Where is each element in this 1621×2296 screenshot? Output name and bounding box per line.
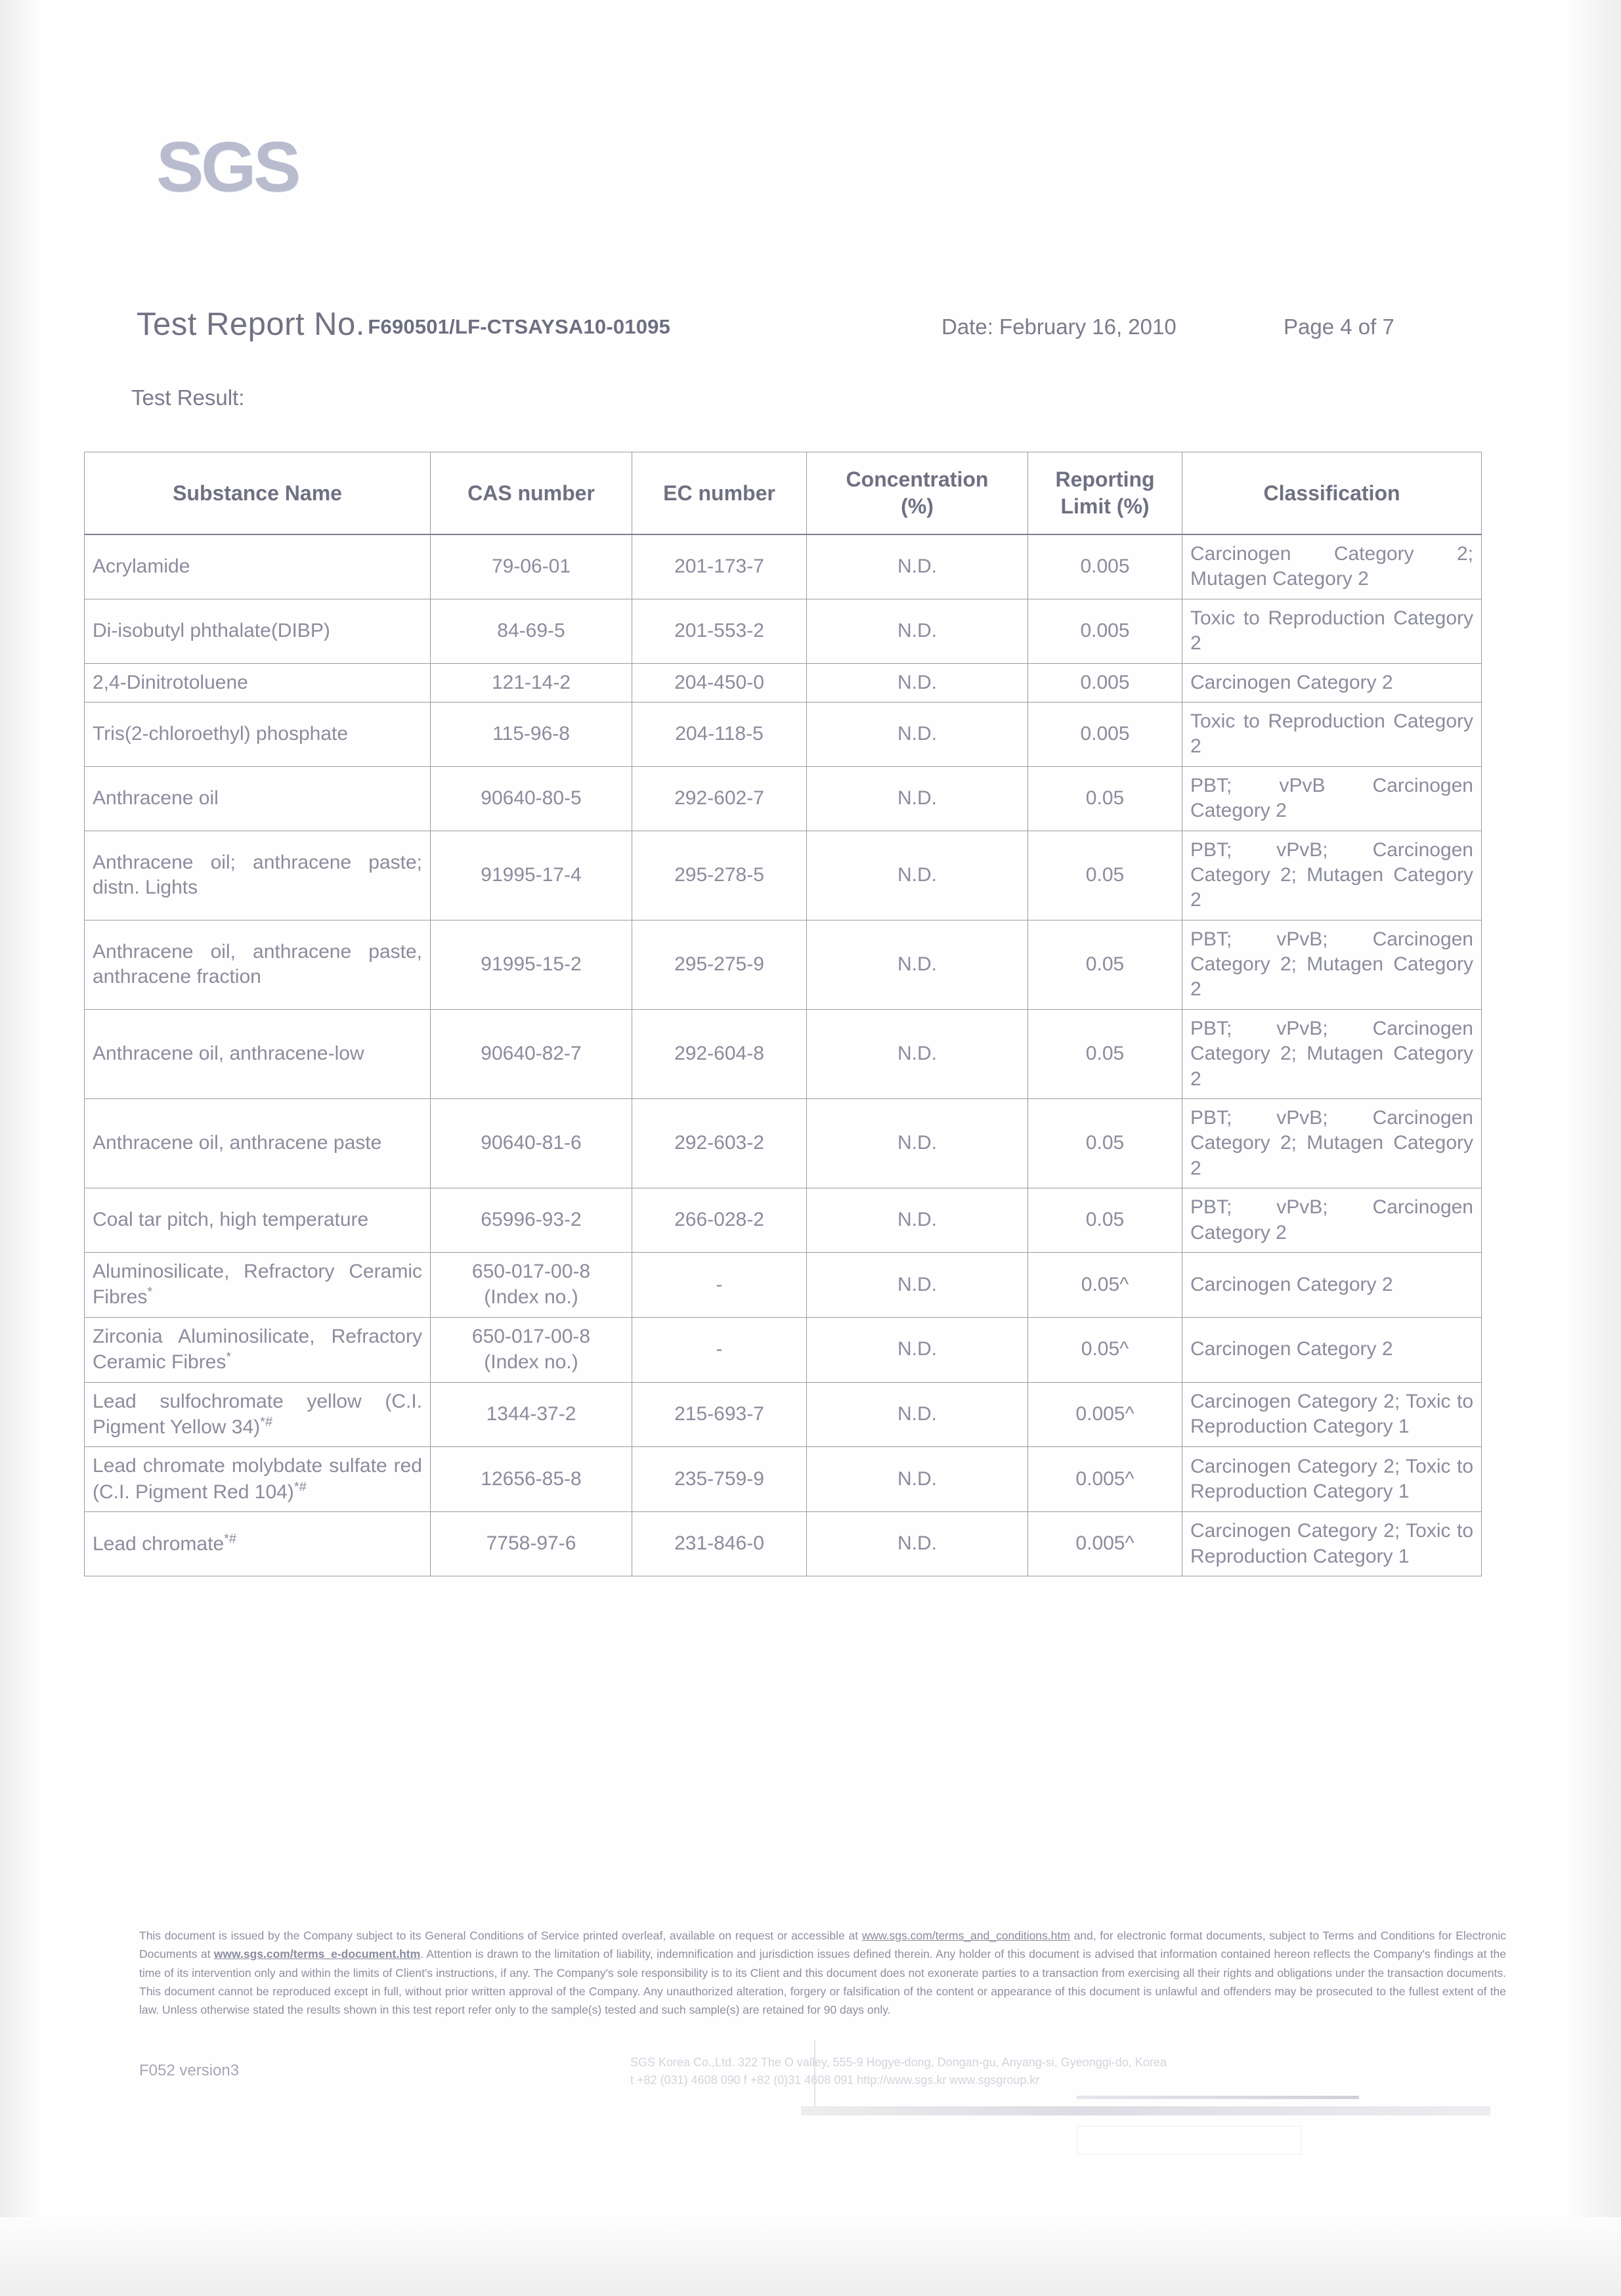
cell-cas-number [431, 831, 632, 920]
reporting-limit-line-1: Reporting [1055, 467, 1155, 492]
footer-stamp-box [1077, 2126, 1301, 2155]
footnote-marker: * [147, 1285, 153, 1300]
table-row [85, 766, 1482, 831]
cell-reporting-limit: 0.005^ [1028, 1382, 1182, 1447]
test-result-table-wrapper [84, 452, 1481, 1576]
cell-ec-number: - [632, 1252, 807, 1317]
cell-concentration: N.D. [807, 1317, 1028, 1382]
cell-concentration: N.D. [807, 1512, 1028, 1576]
reporting-limit-line-2: Limit (%) [1060, 494, 1150, 518]
cell-classification: PBT; vPvB Carcinogen Category 2 [1182, 766, 1482, 831]
cell-cas-number [431, 1512, 632, 1576]
address-underline [1077, 2096, 1359, 2099]
cell-substance-name: Anthracene oil, anthracene paste, anthracene fraction [85, 920, 431, 1009]
cell-reporting-limit: 0.05 [1028, 1009, 1182, 1098]
cell-reporting-limit: 0.05 [1028, 1099, 1182, 1188]
table-row [85, 1009, 1482, 1098]
cell-concentration: N.D. [807, 766, 1028, 831]
cell-ec-number: 231-846-0 [632, 1512, 807, 1576]
table-body [85, 534, 1482, 1576]
cas-line: (Index no.) [484, 1351, 578, 1373]
cell-cas-number [431, 1188, 632, 1253]
footer-band [801, 2106, 1490, 2115]
page-edge-shading-left [0, 0, 39, 2296]
test-result-table [84, 452, 1482, 1576]
cas-line: 12656-85-8 [481, 1468, 582, 1490]
cell-ec-number: 215-693-7 [632, 1382, 807, 1447]
cell-substance-name: Coal tar pitch, high temperature [85, 1188, 431, 1253]
cas-line: 91995-17-4 [481, 863, 582, 886]
cell-ec-number: 292-603-2 [632, 1099, 807, 1188]
cell-classification: PBT; vPvB; Carcinogen Category 2; Mutagen Category 2 [1182, 1099, 1482, 1188]
table-row [85, 1317, 1482, 1382]
cell-classification: Toxic to Reproduction Category 2 [1182, 599, 1482, 663]
cell-classification: Toxic to Reproduction Category 2 [1182, 702, 1482, 766]
concentration-line-1: Concentration [846, 467, 989, 492]
cell-substance-name: Acrylamide [85, 534, 431, 599]
cell-classification: Carcinogen Category 2; Toxic to Reproduction Category 1 [1182, 1512, 1482, 1576]
disclaimer-text-1: This document is issued by the Company subject to its General Conditions of Service printed overleaf, available on request or accessible at [139, 1929, 862, 1942]
cell-concentration: N.D. [807, 1447, 1028, 1512]
cell-concentration: N.D. [807, 663, 1028, 702]
form-version: F052 version3 [139, 2062, 240, 2079]
table-row [85, 702, 1482, 766]
cell-cas-number [431, 534, 632, 599]
cell-reporting-limit: 0.005 [1028, 534, 1182, 599]
cell-cas-number [431, 1099, 632, 1188]
cell-classification: PBT; vPvB; Carcinogen Category 2; Mutagen Category 2 [1182, 1009, 1482, 1098]
cell-classification: PBT; vPvB; Carcinogen Category 2; Mutagen Category 2 [1182, 920, 1482, 1009]
cell-reporting-limit: 0.005 [1028, 599, 1182, 663]
table-row [85, 1099, 1482, 1188]
cell-reporting-limit: 0.05^ [1028, 1252, 1182, 1317]
cell-concentration: N.D. [807, 920, 1028, 1009]
cell-cas-number [431, 1382, 632, 1447]
cell-cas-number [431, 1009, 632, 1098]
cell-classification: PBT; vPvB; Carcinogen Category 2; Mutagen Category 2 [1182, 831, 1482, 920]
cell-substance-name: Anthracene oil, anthracene paste [85, 1099, 431, 1188]
page-title: Test Report No. [137, 307, 365, 342]
table-row [85, 599, 1482, 663]
legal-disclaimer [139, 1926, 1506, 2020]
cell-classification: Carcinogen Category 2 [1182, 1317, 1482, 1382]
page-edge-shading-right [1568, 0, 1621, 2296]
sgs-logo: SGS [156, 127, 299, 206]
cell-ec-number: 292-602-7 [632, 766, 807, 831]
table-row [85, 1188, 1482, 1253]
company-address [630, 2054, 1497, 2089]
cas-line: 65996-93-2 [481, 1209, 582, 1231]
col-header-reporting-limit [1028, 452, 1182, 535]
cell-substance-name: Di-isobutyl phthalate(DIBP) [85, 599, 431, 663]
e-document-terms-link[interactable]: www.sgs.com/terms_e-document.htm [213, 1947, 421, 1961]
cell-ec-number: 295-278-5 [632, 831, 807, 920]
footnote-marker: * [226, 1350, 232, 1365]
cell-substance-name: Anthracene oil, anthracene-low [85, 1009, 431, 1098]
cell-reporting-limit: 0.05^ [1028, 1317, 1182, 1382]
table-row [85, 1382, 1482, 1447]
cas-line: 90640-80-5 [481, 787, 582, 809]
cas-line: 90640-82-7 [481, 1043, 582, 1065]
cell-ec-number: 201-173-7 [632, 534, 807, 599]
test-result-label: Test Result: [131, 385, 245, 410]
table-header [85, 452, 1482, 535]
cell-cas-number [431, 663, 632, 702]
disclaimer-text-2: and, for electronic format documents, subject to Terms and Conditions for Electronic Documents at [139, 1929, 1506, 1961]
cell-cas-number [431, 702, 632, 766]
footnote-marker: *# [260, 1414, 273, 1429]
cell-cas-number [431, 1252, 632, 1317]
cell-classification: Carcinogen Category 2; Toxic to Reproduction Category 1 [1182, 1382, 1482, 1447]
cell-ec-number: - [632, 1317, 807, 1382]
cell-concentration: N.D. [807, 1009, 1028, 1098]
table-row [85, 920, 1482, 1009]
cell-cas-number [431, 920, 632, 1009]
terms-and-conditions-link[interactable]: www.sgs.com/terms_and_conditions.htm [861, 1929, 1070, 1942]
cell-substance-name: Anthracene oil; anthracene paste; distn. Lights [85, 831, 431, 920]
cell-concentration: N.D. [807, 831, 1028, 920]
cell-reporting-limit: 0.05 [1028, 831, 1182, 920]
cell-substance-name: 2,4-Dinitrotoluene [85, 663, 431, 702]
cas-line: 90640-81-6 [481, 1132, 582, 1154]
col-header-ec-number: EC number [632, 452, 807, 535]
cell-concentration: N.D. [807, 1188, 1028, 1253]
cell-ec-number: 201-553-2 [632, 599, 807, 663]
table-row [85, 1447, 1482, 1512]
footnote-marker: *# [293, 1479, 307, 1494]
cell-reporting-limit: 0.005^ [1028, 1447, 1182, 1512]
cell-cas-number [431, 599, 632, 663]
report-number: F690501/LF-CTSAYSA10-01095 [368, 315, 671, 338]
page-edge-shading-bottom [0, 2217, 1621, 2296]
cas-line: 115-96-8 [492, 723, 570, 745]
col-header-substance-name: Substance Name [85, 452, 431, 535]
cell-concentration: N.D. [807, 1382, 1028, 1447]
concentration-line-2: (%) [901, 494, 934, 518]
table-row [85, 831, 1482, 920]
page-number: Page 4 of 7 [1284, 314, 1394, 339]
cas-line: 650-017-00-8 [471, 1261, 591, 1283]
col-header-concentration [807, 452, 1028, 535]
cell-reporting-limit: 0.05 [1028, 1188, 1182, 1253]
footnote-marker: *# [224, 1531, 237, 1546]
cell-substance-name: Anthracene oil [85, 766, 431, 831]
cell-classification: Carcinogen Category 2; Mutagen Category 2 [1182, 534, 1482, 599]
address-line-1: SGS Korea Co.,Ltd. 322 The O valley, 555-9 Hogye-dong, Dongan-gu, Anyang-si, Gyeonggi-do, Korea [630, 2056, 1167, 2069]
cell-concentration: N.D. [807, 599, 1028, 663]
cell-ec-number: 292-604-8 [632, 1009, 807, 1098]
cell-reporting-limit: 0.005 [1028, 663, 1182, 702]
cell-substance-name: Aluminosilicate, Refractory Ceramic Fibres* [85, 1252, 431, 1317]
cell-substance-name: Lead sulfochromate yellow (C.I. Pigment Yellow 34)*# [85, 1382, 431, 1447]
cell-reporting-limit: 0.05 [1028, 766, 1182, 831]
cas-line: 79-06-01 [491, 555, 571, 578]
cell-cas-number [431, 1317, 632, 1382]
cell-classification: PBT; vPvB; Carcinogen Category 2 [1182, 1188, 1482, 1253]
cell-classification: Carcinogen Category 2; Toxic to Reproduction Category 1 [1182, 1447, 1482, 1512]
cas-line: 7758-97-6 [486, 1532, 576, 1555]
report-title-line [137, 306, 670, 343]
table-header-row [85, 452, 1482, 535]
cell-substance-name: Zirconia Aluminosilicate, Refractory Ceramic Fibres* [85, 1317, 431, 1382]
cas-line: 91995-15-2 [481, 953, 582, 976]
cas-line: 121-14-2 [491, 671, 571, 693]
cell-ec-number: 295-275-9 [632, 920, 807, 1009]
table-row [85, 1252, 1482, 1317]
cell-classification: Carcinogen Category 2 [1182, 663, 1482, 702]
cas-line: (Index no.) [484, 1286, 578, 1308]
cell-ec-number: 204-118-5 [632, 702, 807, 766]
cell-reporting-limit: 0.005 [1028, 702, 1182, 766]
cell-substance-name: Lead chromate molybdate sulfate red (C.I. Pigment Red 104)*# [85, 1447, 431, 1512]
col-header-classification: Classification [1182, 452, 1482, 535]
cell-substance-name: Lead chromate*# [85, 1512, 431, 1576]
cell-cas-number [431, 766, 632, 831]
table-row [85, 1512, 1482, 1576]
cell-concentration: N.D. [807, 534, 1028, 599]
col-header-cas-number: CAS number [431, 452, 632, 535]
cas-line: 650-017-00-8 [471, 1326, 591, 1348]
report-date: Date: February 16, 2010 [941, 314, 1177, 339]
cell-substance-name: Tris(2-chloroethyl) phosphate [85, 702, 431, 766]
cell-classification: Carcinogen Category 2 [1182, 1252, 1482, 1317]
cas-line: 1344-37-2 [486, 1403, 576, 1425]
cell-cas-number [431, 1447, 632, 1512]
table-row [85, 663, 1482, 702]
cell-concentration: N.D. [807, 702, 1028, 766]
cell-concentration: N.D. [807, 1252, 1028, 1317]
cell-reporting-limit: 0.005^ [1028, 1512, 1182, 1576]
cell-ec-number: 235-759-9 [632, 1447, 807, 1512]
cell-reporting-limit: 0.05 [1028, 920, 1182, 1009]
address-line-2: t +82 (031) 4608 090 f +82 (0)31 4608 091 http://www.sgs.kr www.sgsgroup.kr [630, 2073, 1040, 2087]
cell-ec-number: 204-450-0 [632, 663, 807, 702]
disclaimer-text-3: . Attention is drawn to the limitation of liability, indemnification and jurisdiction issues defined therein. Any holder of this document is advised that information contained hereon reflects the Company's findings at the time of its intervention only and within the limits of Client's instructions, if any. The Company's sole responsibility is to its Client and this document does not exonerate parties to a transaction from exercising all their rights and obligations under the transaction documents. This document cannot be reproduced except in full, without prior written approval of the Company. Any unauthorized alteration, forgery or falsification of the content or appearance of this document is unlawful and offenders may be prosecuted to the fullest extent of the law. Unless otherwise stated the results shown in this test report refer only to the sample(s) tested and such sample(s) are retained for 90 days only. [139, 1947, 1507, 2017]
cell-concentration: N.D. [807, 1099, 1028, 1188]
cell-ec-number: 266-028-2 [632, 1188, 807, 1253]
cas-line: 84-69-5 [497, 619, 565, 641]
table-row [85, 534, 1482, 599]
